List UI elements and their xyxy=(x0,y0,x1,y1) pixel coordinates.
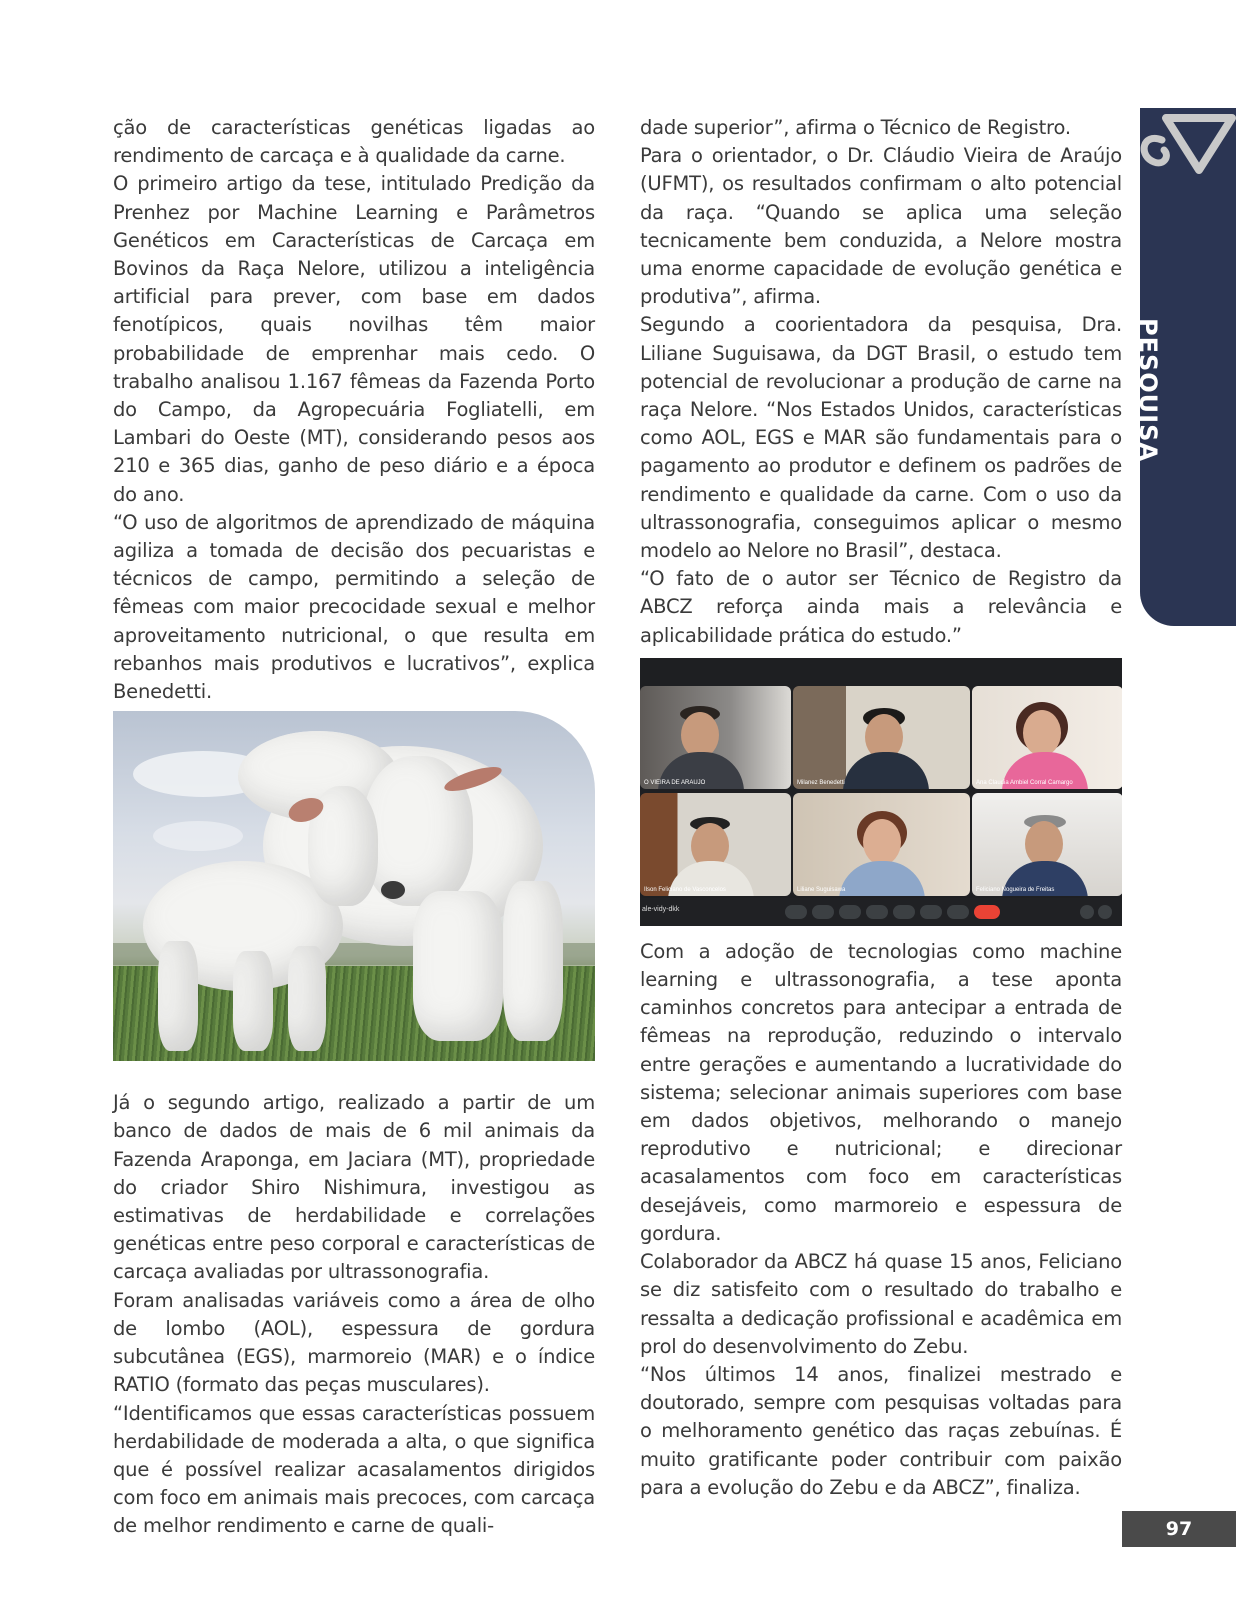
camera-icon xyxy=(812,905,834,919)
participant-tile xyxy=(972,686,1122,789)
participant-name: Feliciano Nogueira de Freitas xyxy=(976,886,1055,893)
left-column xyxy=(113,114,595,1541)
people-icon xyxy=(1098,905,1112,919)
participant-name: O VIEIRA DE ARAUJO xyxy=(644,779,706,786)
participant-tile xyxy=(972,793,1122,896)
participant-name: Ana Claudia Ambiel Corral Camargo xyxy=(976,779,1073,786)
more-options-icon xyxy=(947,905,969,919)
paragraph: “O fato de o autor ser Técnico de Registro da ABCZ reforça ainda mais a relevância e aplicabilidade prática do estudo.” xyxy=(640,567,1122,647)
page-number: 97 xyxy=(1122,1511,1236,1547)
participant-name: Milanez Benedetti xyxy=(797,779,845,786)
video-call-screenshot xyxy=(640,658,1122,926)
present-icon xyxy=(893,905,915,919)
section-label: PESQUISA xyxy=(1134,318,1162,462)
paragraph: ção de características genéticas ligadas ao rendimento de carcaça e à qualidade da carne. xyxy=(113,116,595,168)
paragraph: “Nos últimos 14 anos, finalizei mestrado e doutorado, sempre com pesquisas voltadas para o melhoramento genético das raças zebuínas. É muito gratificante poder contribuir com paixão para a evolução do Zebu e da ABCZ”, finaliza. xyxy=(640,1362,1122,1499)
participant-tile xyxy=(640,686,791,789)
participant-tile xyxy=(793,686,970,789)
paragraph: Segundo a coorientadora da pesquisa, Dra. Liliane Suguisawa, da DGT Brasil, o estudo tem potencial de revolucionar a produção de carne na raça Nelore. “Nos Estados Unidos, características como AOL, EGS e MAR são fundamentais para o pagamento ao produtor e definem os padrões de rendimento e qualidade da carne. Com o uso da ultrassonografia, conseguimos aplicar o mesmo modelo ao Nelore no Brasil”, destaca. xyxy=(640,313,1122,563)
participant-name: Ilson Feliciano de Vasconcelos xyxy=(644,886,726,893)
nelore-cattle-photo xyxy=(113,711,595,1061)
raise-hand-icon xyxy=(920,905,942,919)
right-column xyxy=(640,114,1122,1502)
participant-tile xyxy=(793,793,970,896)
paragraph: O primeiro artigo da tese, intitulado Predição da Prenhez por Machine Learning e Parâmetros Genéticos em Características de Carcaça em Bovinos da Raça Nelore, utilizou a inteligência artificial para prever, com base em dados fenotípicos, quais novilhas têm maior probabilidade de emprenhar mais cedo. O trabalho analisou 1.167 fêmeas da Fazenda Porto do Campo, da Agropecuária Fogliatelli, em Lambari do Oeste (MT), considerando pesos aos 210 e 365 dias, ganho de peso diário e a época do ano. xyxy=(113,172,595,506)
participant-name: Liliane Suguisawa xyxy=(797,886,846,893)
emoji-icon xyxy=(866,905,888,919)
info-icon xyxy=(1080,905,1094,919)
paragraph: Com a adoção de tecnologias como machine learning e ultrassonografia, a tese aponta caminhos concretos para antecipar a entrada de fêmeas na reprodução, reduzindo o intervalo entre gerações e aumentando a lucratividade do sistema; selecionar animais superiores com base em dados objetivos, melhorando o manejo reprodutivo e nutricional; e direcionar acasalamentos com foco em características desejáveis, como marmoreio e espessura de gordura. xyxy=(640,939,1122,1245)
mic-icon xyxy=(785,905,807,919)
meeting-code: ale-vidy-dkk xyxy=(642,905,680,913)
paragraph: Para o orientador, o Dr. Cláudio Vieira de Araújo (UFMT), os resultados confirmam o alto potencial da raça. “Quando se aplica uma seleção tecnicamente bem conduzida, a Nelore mostra uma enorme capacidade de evolução genética e produtiva”, afirma. xyxy=(640,144,1122,309)
participant-tile xyxy=(640,793,791,896)
paragraph: “Identificamos que essas características possuem herdabilidade de moderada a alta, o que significa que é possível realizar acasalamentos dirigidos com foco em animais mais precoces, com carcaça de melhor rendimento e carne de quali- xyxy=(113,1401,595,1538)
paragraph: Colaborador da ABCZ há quase 15 anos, Feliciano se diz satisfeito com o resultado do trabalho e ressalta a dedicação profissional e acadêmica em prol do desenvolvimento do Zebu. xyxy=(640,1250,1122,1358)
paragraph: dade superior”, afirma o Técnico de Registro. xyxy=(640,116,1071,139)
paragraph: Já o segundo artigo, realizado a partir de um banco de dados de mais de 6 mil animais da Fazenda Araponga, em Jaciara (MT), propriedade do criador Shiro Nishimura, investigou as estimativas de herdabilidade e correlações genéticas entre peso corporal e características de carcaça avaliadas por ultrassonografia. xyxy=(113,1091,595,1284)
captions-icon xyxy=(839,905,861,919)
call-toolbar xyxy=(640,898,1122,926)
abcz-emblem-icon xyxy=(1136,112,1236,192)
hang-up-icon xyxy=(974,905,1000,919)
paragraph: “O uso de algoritmos de aprendizado de máquina agiliza a tomada de decisão dos pecuaristas e técnicos de campo, permitindo a seleção de fêmeas com maior precocidade sexual e melhor aproveitamento nutricional, o que resulta em rebanhos mais produtivos e lucrativos”, explica Benedetti. xyxy=(113,510,595,704)
paragraph: Foram analisadas variáveis como a área de olho de lombo (AOL), espessura de gordura subcutânea (EGS), marmoreio (MAR) e o índice RATIO (formato das peças musculares). xyxy=(113,1288,595,1397)
